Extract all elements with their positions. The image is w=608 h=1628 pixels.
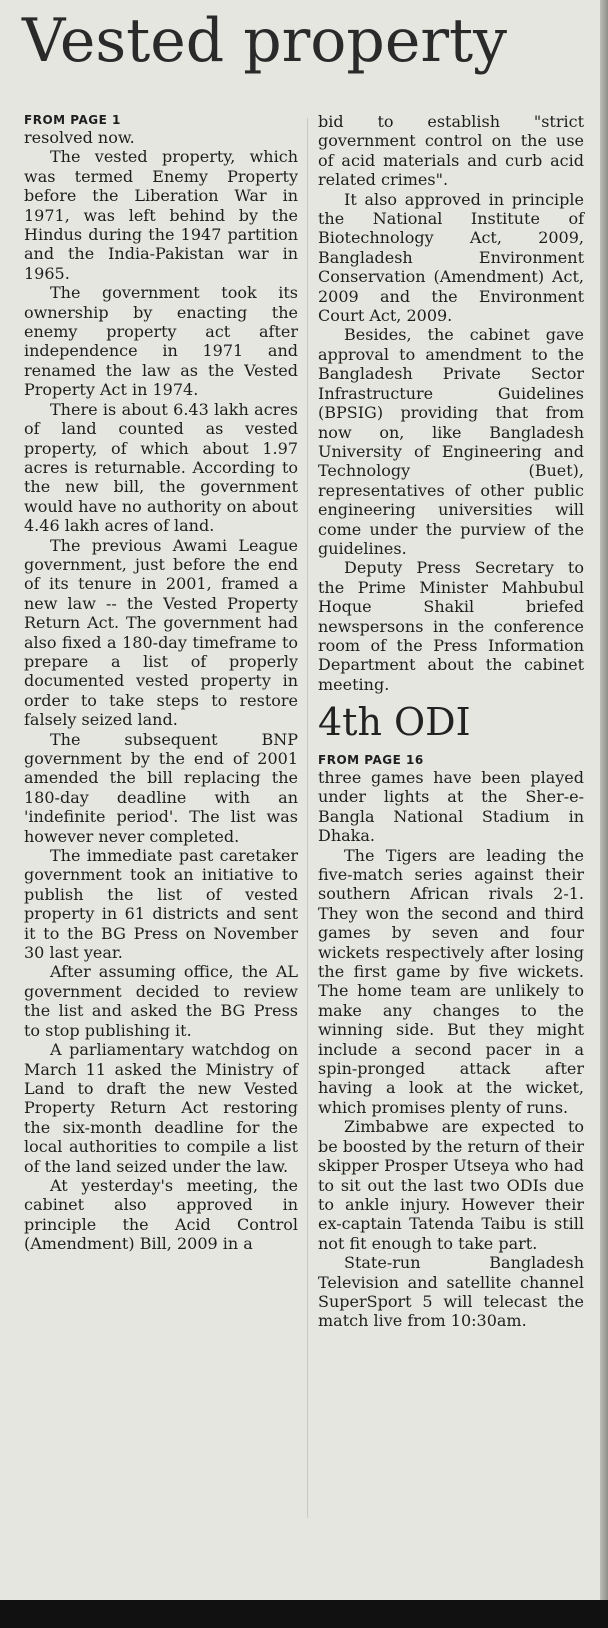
article-paragraph: The subsequent BNP government by the end of 2001 amended the bill replacing the 180-day deadline with an 'indefinite period'. The list was however never completed. xyxy=(24,729,298,846)
article-paragraph: bid to establish "strict government control on the use of acid materials and curb acid related crimes". xyxy=(318,112,584,190)
article-paragraph: Deputy Press Secretary to the Prime Minister Mahbubul Hoque Shakil briefed newspersons in the conference room of the Press Information Department about the cabinet meeting. xyxy=(318,558,584,694)
article-paragraph: resolved now. xyxy=(24,128,135,147)
article-paragraph: The Tigers are leading the five-match series against their southern African rivals 2-1. They won the second and third games by seven and four wickets respectively after losing the first game by five wickets. The home team are unlikely to make any changes to the winning side. But they might include a second pacer in a spin-pronged attack after having a look at the wicket, which promises plenty of runs. xyxy=(318,845,584,1117)
article-paragraph: There is about 6.43 lakh acres of land counted as vested property, of which about 1.97 acres is returnable. According to the new bill, the government would have no authority on about 4.46 lakh acres of land. xyxy=(24,399,298,536)
article-paragraph: Besides, the cabinet gave approval to amendment to the Bangladesh Private Sector Infrastructure Guidelines (BPSIG) providing that from now on, like Bangladesh University of Engineering and Technology (Buet), representatives of other public engineering universities will come under the purview of the guidelines. xyxy=(318,325,584,558)
article-paragraph: The previous Awami League government, just before the end of its tenure in 2001, framed a new law -- the Vested Property Return Act. The government had also fixed a 180-day timeframe to prepare a list of properly documented vested property in order to take steps to restore falsely seized land. xyxy=(24,535,298,730)
left-column xyxy=(24,112,298,1254)
column-divider xyxy=(307,118,308,1518)
kicker-from-page-1: FROM PAGE 1 xyxy=(24,113,121,127)
article-paragraph: After assuming office, the AL government decided to review the list and asked the BG Press to stop publishing it. xyxy=(24,962,298,1040)
article-paragraph: The immediate past caretaker government took an initiative to publish the list of vested property in 61 districts and sent it to the BG Press on November 30 last year. xyxy=(24,846,298,963)
kicker-from-page-16: FROM PAGE 16 xyxy=(318,752,424,767)
right-column xyxy=(318,112,584,1331)
article-paragraph: Zimbabwe are expected to be boosted by the return of their skipper Prosper Utseya who had to sit out the last two ODIs due to ankle injury. However their ex-captain Tatenda Taibu is still not fit enough to take part. xyxy=(318,1117,584,1253)
headline-4th-odi: 4th ODI xyxy=(318,700,471,745)
headline-vested-property: Vested property xyxy=(22,6,508,76)
article-paragraph: State-run Bangladesh Television and satellite channel SuperSport 5 will telecast the match live from 10:30am. xyxy=(318,1253,584,1331)
article-paragraph: It also approved in principle the National Institute of Biotechnology Act, 2009, Bangladesh Environment Conservation (Amendment) Act, 2009 and the Environment Court Act, 2009. xyxy=(318,189,584,326)
article-paragraph: The vested property, which was termed Enemy Property before the Liberation War in 1971, was left behind by the Hindus during the 1947 partition and the India-Pakistan war in 1965. xyxy=(24,147,298,283)
article-paragraph: A parliamentary watchdog on March 11 asked the Ministry of Land to draft the new Vested Property Return Act restoring the six-month deadline for the local authorities to compile a list of the land seized under the law. xyxy=(24,1040,298,1176)
page-edge-shadow xyxy=(600,0,608,1628)
dark-background-strip xyxy=(0,1600,608,1628)
article-paragraph: three games have been played under lights at the Sher-e-Bangla National Stadium in Dhaka. xyxy=(318,767,584,846)
article-paragraph: The government took its ownership by enacting the enemy property act after independence in 1971 and renamed the law as the Vested Property Act in 1974. xyxy=(24,283,298,400)
article-paragraph: At yesterday's meeting, the cabinet also approved in principle the Acid Control (Amendment) Bill, 2009 in a xyxy=(24,1175,298,1254)
